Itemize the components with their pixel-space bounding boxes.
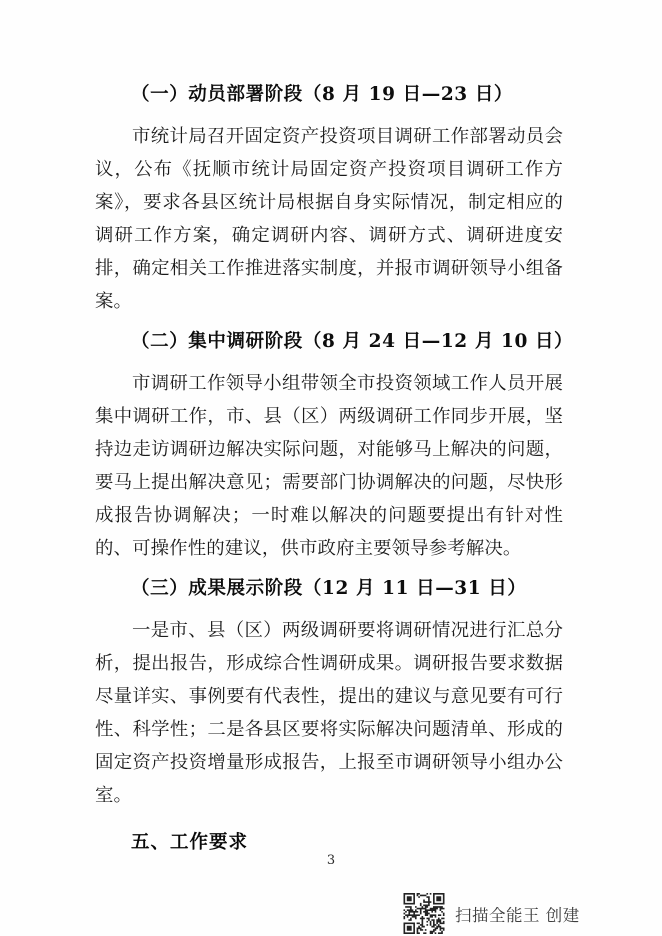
paragraph-section-1: 市统计局召开固定资产投资项目调研工作部署动员会议，公布《抚顺市统计局固定资产投资项目调研工作方案》，要求各县区统计局根据自身实际情况，制定相应的调研工作方案，确定调研内容、调研方式、调研进度安排，确定相关工作推进落实制度，并报市调研领导小组备案。	[95, 126, 563, 312]
heading-section-2: （二）集中调研阶段（8 月 24 日—12 月 10 日）	[131, 331, 574, 352]
heading-section-5-work-requirements: 五、工作要求	[131, 832, 249, 853]
watermark-label: 扫描全能王 创建	[455, 905, 580, 925]
heading-section-3: （三）成果展示阶段（12 月 11 日—31 日）	[131, 578, 527, 599]
document-body	[95, 78, 574, 859]
heading-section-1: （一）动员部署阶段（8 月 19 日—23 日）	[131, 84, 514, 105]
qr-code-icon	[402, 893, 446, 934]
paragraph-section-3: 一是市、县（区）两级调研要将调研情况进行汇总分析，提出报告，形成综合性调研成果。调研报告要求数据尽量详实、事例要有代表性，提出的建议与意见要有可行性、科学性；二是各县区要将实际解决问题清单、形成的固定资产投资增量形成报告，上报至市调研领导小组办公室。	[95, 620, 563, 806]
page-number: 3	[326, 853, 336, 868]
camscanner-watermark	[402, 893, 580, 934]
paragraph-section-2: 市调研工作领导小组带领全市投资领域工作人员开展集中调研工作，市、县（区）两级调研工作同步开展，坚持边走访调研边解决实际问题，对能够马上解决的问题，要马上提出解决意见；需要部门协调解决的问题，尽快形成报告协调解决；一时难以解决的问题要提出有针对性的、可操作性的建议，供市政府主要领导参考解决。	[95, 373, 563, 559]
